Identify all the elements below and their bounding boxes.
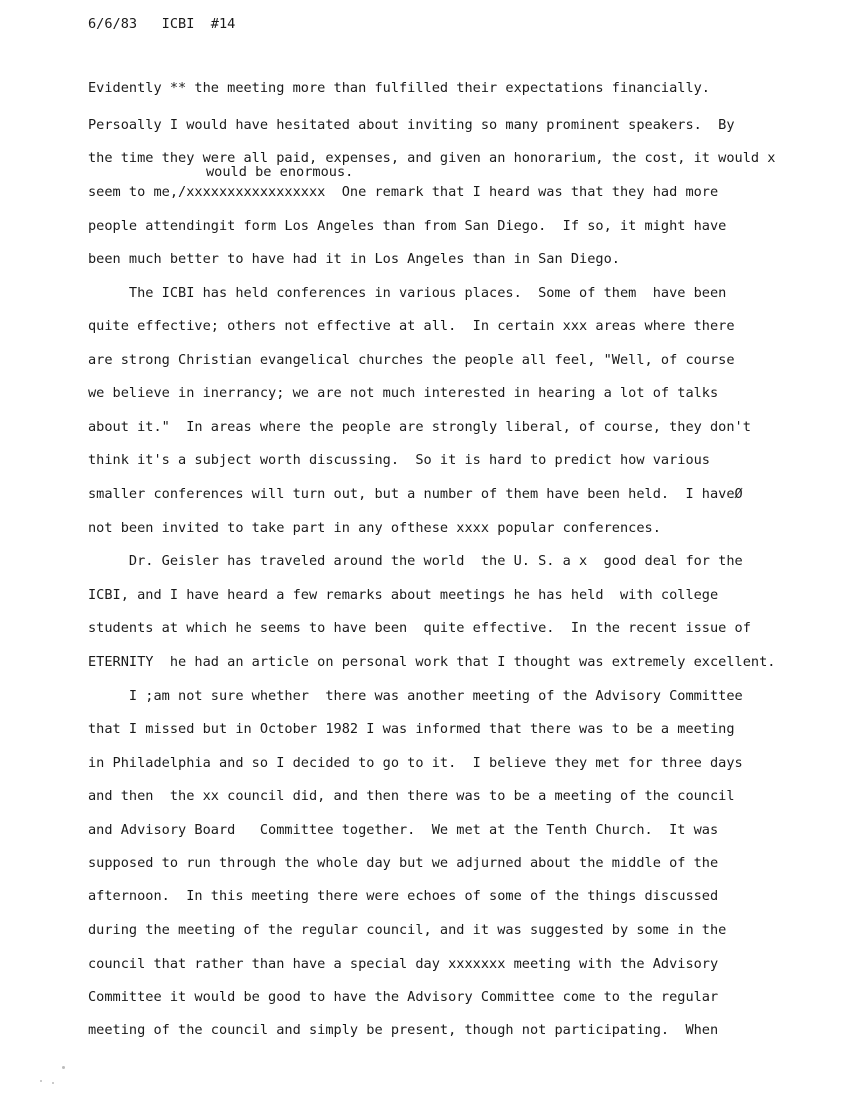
text-line: students at which he seems to have been quite effective. In the recent issue of	[88, 620, 751, 636]
text-line: Committee it would be good to have the Advisory Committee come to the regular	[88, 989, 719, 1005]
text-line: The ICBI has held conferences in various places. Some of them have been	[88, 285, 727, 301]
text-line: think it's a subject worth discussing. So it is hard to predict how various	[88, 452, 710, 468]
text-line: the time they were all paid, expenses, and given an honorarium, the cost, it would x	[88, 150, 776, 166]
text-line: we believe in inerrancy; we are not much interested in hearing a lot of talks	[88, 385, 719, 401]
scan-speck	[40, 1080, 42, 1082]
text-line: in Philadelphia and so I decided to go to it. I believe they met for three days	[88, 755, 743, 771]
text-line: afternoon. In this meeting there were echoes of some of the things discussed	[88, 888, 719, 904]
text-line: people attendingit form Los Angeles than from San Diego. If so, it might have	[88, 218, 727, 234]
scan-speck	[52, 1082, 54, 1084]
text-line: meeting of the council and simply be present, though not participating. When	[88, 1022, 719, 1038]
text-line: seem to me,/xxxxxxxxxxxxxxxxx One remark that I heard was that they had more	[88, 184, 719, 200]
text-line: quite effective; others not effective at all. In certain xxx areas where there	[88, 318, 735, 334]
text-line: during the meeting of the regular council, and it was suggested by some in the	[88, 922, 727, 938]
text-line: council that rather than have a special day xxxxxxx meeting with the Advisory	[88, 956, 719, 972]
text-line: that I missed but in October 1982 I was informed that there was to be a meeting	[88, 721, 735, 737]
page-header: 6/6/83 ICBI #14	[88, 16, 236, 32]
text-line: smaller conferences will turn out, but a number of them have been held. I haveØ	[88, 486, 743, 502]
text-line: Dr. Geisler has traveled around the world the U. S. a x good deal for the	[88, 553, 743, 569]
text-line: about it." In areas where the people are strongly liberal, of course, they don't	[88, 419, 751, 435]
text-line: not been invited to take part in any ofthese xxxx popular conferences.	[88, 520, 661, 536]
text-line: been much better to have had it in Los Angeles than in San Diego.	[88, 251, 620, 267]
handwritten-insertion: would be enormous.	[206, 164, 354, 180]
text-line: are strong Christian evangelical churches the people all feel, "Well, of course	[88, 352, 735, 368]
text-line: I ;am not sure whether there was another meeting of the Advisory Committee	[88, 688, 743, 704]
text-line: Evidently ** the meeting more than fulfilled their expectations financially.	[88, 80, 710, 96]
text-line: Persoally I would have hesitated about inviting so many prominent speakers. By	[88, 117, 735, 133]
text-line: ETERNITY he had an article on personal work that I thought was extremely excellent.	[88, 654, 776, 670]
text-line: supposed to run through the whole day but we adjurned about the middle of the	[88, 855, 719, 871]
text-line: and Advisory Board Committee together. We met at the Tenth Church. It was	[88, 822, 719, 838]
text-line: ICBI, and I have heard a few remarks about meetings he has held with college	[88, 587, 719, 603]
text-line: and then the xx council did, and then there was to be a meeting of the council	[88, 788, 735, 804]
scan-speck	[62, 1066, 65, 1069]
